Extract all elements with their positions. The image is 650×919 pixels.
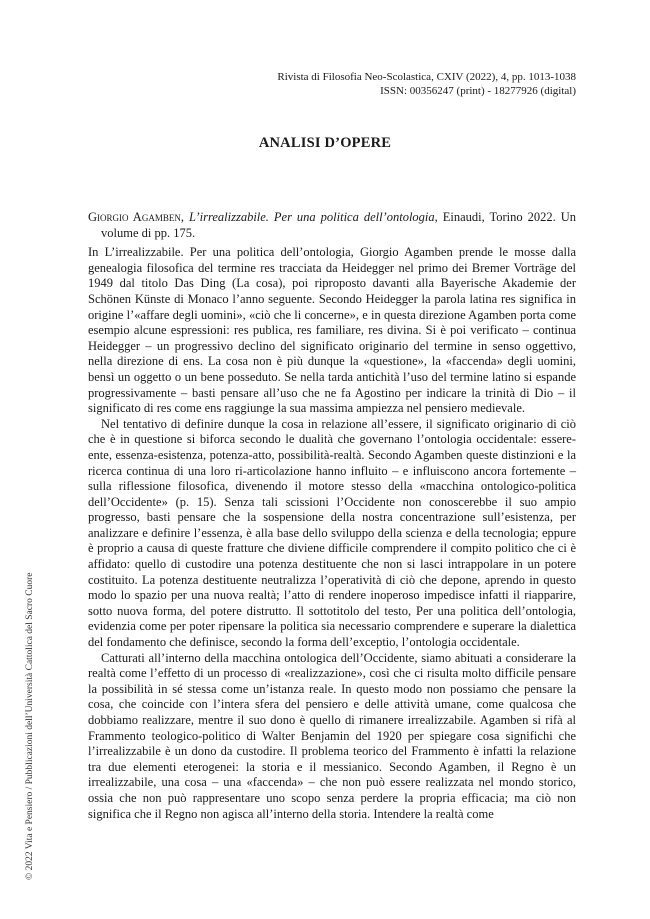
journal-citation: Rivista di Filosofia Neo-Scolastica, CXIV (2022), 4, pp. 1013-1038 [277, 71, 576, 83]
body-paragraph-3: Catturati all’interno della macchina ontologica dell’Occidente, siamo abituati a considerare la realtà come l’effetto di un processo di «realizzazione», così che ci risulta molto difficile pensare la possibilità in sé stessa come un’istanza reale. In questo modo non possiamo che pensare la cosa, che coincide con l’intera sfera del pensiero e delle attività umane, come qualcosa che dobbiamo realizzare, mentre il suo dono è quello di rimanere irrealizzabile. Agamben si rifà al Frammento teologico-politico di Walter Benjamin del 1920 per spiegare cosa significhi che l’irrealizzabile è un dono da custodire. Il problema teorico del Frammento è infatti la relazione tra due elementi eterogenei: la storia e il messianico. Secondo Agamben, il Regno è un irrealizzabile, una cosa – una «faccenda» – che non può essere realizzata nel mondo storico, ossia che non può rappresentare uno scopo senza perdere la propria efficacia; ma ciò non significa che il Regno non agisca all’interno della storia. Intendere la realtà come [88, 650, 576, 821]
issn-line: ISSN: 00356247 (print) - 18277926 (digital) [380, 85, 576, 97]
book-publication-info: , Einaudi, Torino 2022. Un volume di pp. 175. [101, 210, 576, 240]
book-author: Giorgio Agamben [88, 210, 181, 224]
section-title: ANALISI D’OPERE [258, 135, 392, 151]
bibliographic-entry: Giorgio Agamben, L’irrealizzabile. Per una politica dell’ontologia, Einaudi, Torino 2022. Un volume di pp. 175. [88, 210, 576, 240]
article-body [88, 210, 576, 822]
journal-header [200, 70, 576, 98]
book-title: L’irrealizzabile. Per una politica dell’ontologia [188, 210, 435, 224]
copyright-side-note: © 2022 Vita e Pensiero / Pubblicazioni dell’Università Cattolica del Sacro Cuore [25, 572, 35, 880]
body-paragraph-1: In L’irrealizzabile. Per una politica dell’ontologia, Giorgio Agamben prende le mosse dalla genealogia filosofica del termine res tracciata da Heidegger nel primo dei Bremer Vorträge del 1949 dal titolo Das Ding (La cosa), poi riproposto davanti alla Bayerische Akademie der Schönen Künste di Monaco l’anno seguente. Secondo Heidegger la parola latina res significa in origine l’«affare degli uomini», «ciò che li concerne», e in questa direzione Agamben porta come esempio alcune espressioni: res publica, res familiare, res divina. Si è poi verificato – continua Heidegger – un progressivo declino del significato originario del termine in senso oggettivo, nella direzione di ens. La cosa non è più dunque la «questione», la «faccenda» degli uomini, bensì un oggetto o un bene posseduto. Se nella tarda antichità l’uso del termine latino si espande progressivamente – basti pensare all’uso che ne fa Agostino per indicare la trinità di Dio – il significato di res come ens raggiunge la sua massima ampiezza nel pensiero medievale. [88, 245, 576, 416]
body-paragraph-2: Nel tentativo di definire dunque la cosa in relazione all’essere, il significato originario di ciò che è in questione si biforca secondo le dualità che governano l’ontologia occidentale: essere-ente, essenza-esistenza, potenza-atto, possibilità-realtà. Secondo Agamben queste distinzioni e la ricerca continua di una loro ri-articolazione hanno influito – e influiscono ancora fortemente – sulla riflessione filosofica, divenendo il motore stesso della «macchina ontologico-politica dell’Occidente» (p. 15). Senza tali scissioni l’Occidente non conoscerebbe il suo ampio progresso, basti pensare che la sospensione della nostra concentrazione sull’esistenza, per analizzare e definire l’essenza, è alla base dello sviluppo della scienza e della tecnologia; eppure è proprio a causa di queste fratture che diviene difficile comprendere il compito politico che ci è affidato: quello di custodire una potenza destituente che non si lasci intrappolare in un potere costituito. La potenza destituente neutralizza l’operatività di ciò che depone, aprendo in questo modo lo spazio per una nuova realtà; l’atto di rendere inoperoso impedisce infatti il riapparire, sotto nuova forma, del potere distrutto. Il sottotitolo del testo, Per una politica dell’ontologia, evidenzia come per poter ripensare la politica sia necessario comprendere e superare la dialettica del fondamento che definisce, secondo la forma dell’exceptio, l’ontologia occidentale. [88, 416, 576, 650]
